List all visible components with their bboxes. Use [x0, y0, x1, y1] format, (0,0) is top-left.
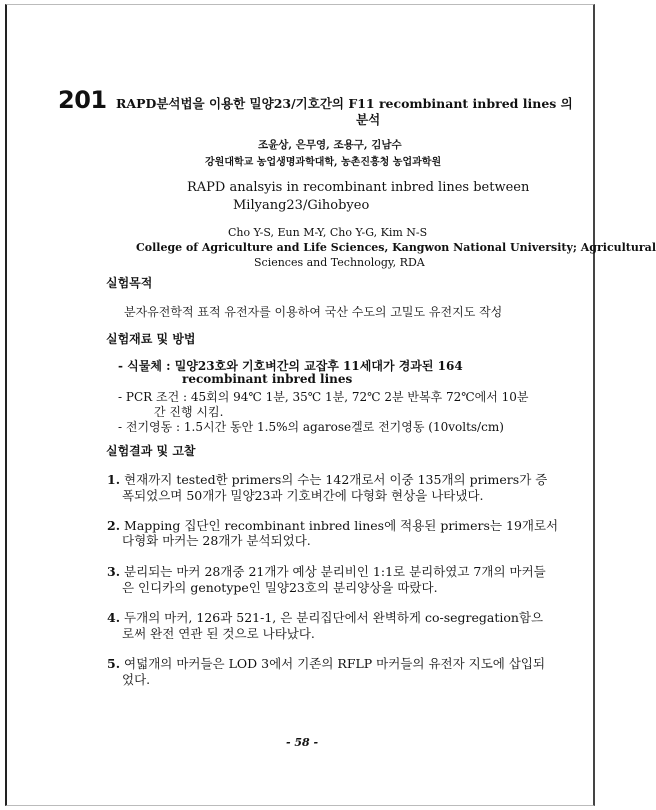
page-frame: [5, 4, 595, 806]
result-item-4-line2: 로써 완전 연관 된 것으로 나타났다.: [122, 626, 315, 641]
korean-title-line2: 분석: [356, 112, 381, 127]
methods-pcr-conditions-cont: 간 진행 시킴.: [154, 405, 224, 419]
result-item-1-line2: 폭되었으며 50개가 밀양23과 기호벼간에 다형화 현상을 나타냈다.: [122, 488, 484, 503]
result-item-2-line2: 다형화 마커는 28개가 분석되었다.: [122, 533, 311, 548]
english-affiliation-line1: College of Agriculture and Life Sciences, Kangwon National University; Agricultural: [136, 241, 656, 254]
result-item-number: 4.: [107, 610, 121, 625]
result-item-5-line1: [107, 654, 545, 672]
english-authors: Cho Y-S, Eun M-Y, Cho Y-G, Kim N-S: [228, 226, 428, 239]
methods-electrophoresis: - 전기영동 : 1.5시간 동안 1.5%의 agarose겔로 전기영동 (10volts/cm): [118, 420, 504, 434]
result-item-text: 두개의 마커, 126과 521-1, 은 분리집단에서 완벽하게 co-segregation함으: [124, 610, 544, 625]
page-number: - 58 -: [286, 736, 319, 749]
result-item-text: 분리되는 마커 28개중 21개가 예상 분리비인 1:1로 분리하였고 7개의 마커들: [124, 564, 546, 579]
korean-authors: 조윤상, 은무영, 조용구, 김남수: [258, 139, 402, 151]
objective-heading: 실험목적: [106, 276, 153, 290]
result-item-3-line2: 은 인디카의 genotype인 밀양23호의 분리양상을 따랐다.: [122, 580, 438, 595]
english-title-line1: RAPD analsyis in recombinant inbred lines between: [187, 180, 530, 195]
result-item-text: Mapping 집단인 recombinant inbred lines에 적용된 primers는 19개로서: [124, 518, 559, 533]
abstract-number: 201: [58, 86, 107, 114]
results-heading: 실험결과 및 고찰: [106, 444, 196, 458]
methods-pcr-conditions: - PCR 조건 : 45회의 94℃ 1분, 35℃ 1분, 72℃ 2분 반복후 72℃에서 10분: [118, 390, 529, 404]
result-item-number: 2.: [107, 518, 121, 533]
result-item-text: 여덟개의 마커들은 LOD 3에서 기존의 RFLP 마커들의 유전자 지도에 삽입되: [124, 656, 546, 671]
english-title-line2: Milyang23/Gihobyeo: [233, 198, 370, 213]
methods-plant-material: - 식물체 : 밀양23호와 기호벼간의 교잡후 11세대가 경과된 164: [118, 359, 463, 373]
methods-heading: 실험재료 및 방법: [106, 332, 196, 346]
result-item-5-line2: 었다.: [122, 672, 151, 687]
result-item-number: 1.: [107, 472, 121, 487]
korean-affiliation: 강원대학교 농업생명과학대학, 농촌진흥청 농업과학원: [205, 157, 442, 168]
result-item-number: 3.: [107, 564, 121, 579]
result-item-text: 현재까지 tested한 primers의 수는 142개로서 이중 135개의 primers가 증: [124, 472, 548, 487]
methods-plant-material-cont: recombinant inbred lines: [182, 372, 353, 386]
english-affiliation-line2: Sciences and Technology, RDA: [254, 256, 425, 269]
korean-title-line1: RAPD분석법을 이용한 밀양23/기호간의 F11 recombinant inbred lines 의: [116, 96, 573, 111]
result-item-number: 5.: [107, 656, 121, 671]
objective-text: 분자유전학적 표적 유전자를 이용하여 국산 수도의 고밀도 유전지도 작성: [124, 305, 503, 319]
